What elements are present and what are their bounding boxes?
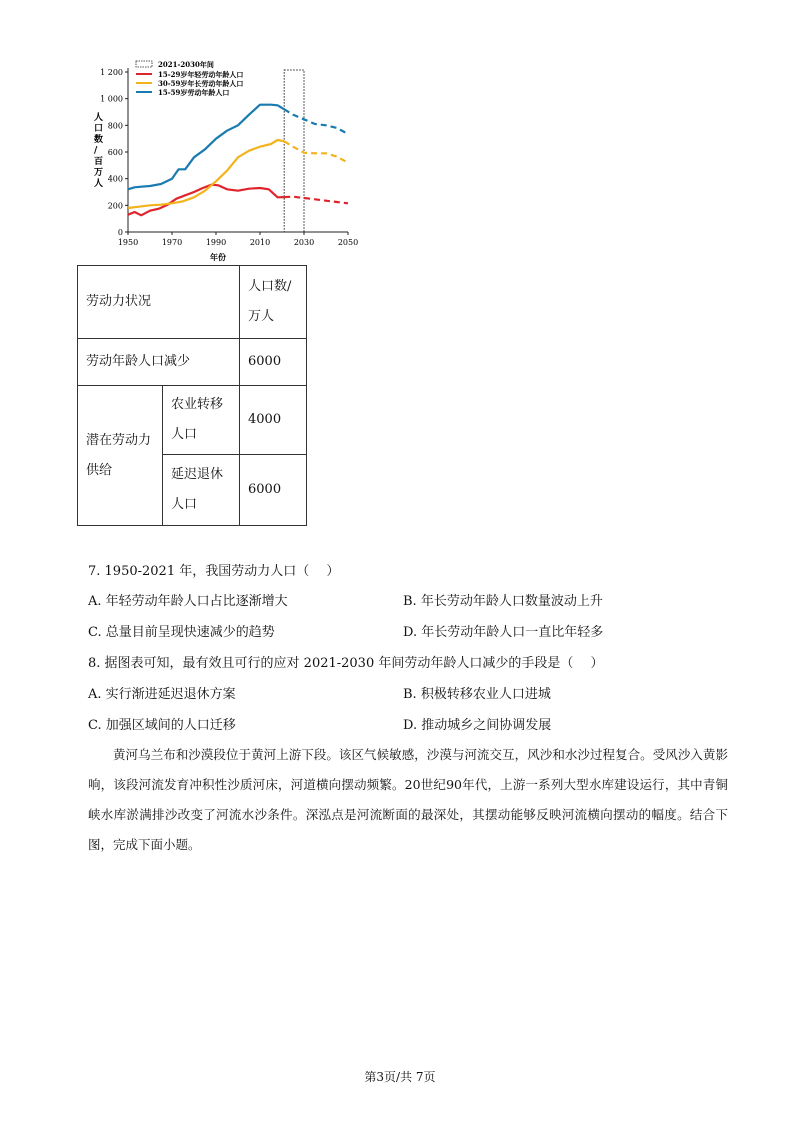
legend-label-0: 15-29岁年轻劳动年龄人口 bbox=[158, 70, 244, 79]
x-tick-label: 1990 bbox=[205, 238, 227, 247]
row1-label: 劳动年龄人口减少 bbox=[78, 339, 240, 386]
row3-value: 6000 bbox=[240, 455, 307, 526]
x-tick-label: 2010 bbox=[249, 238, 271, 247]
y-tick-label: 400 bbox=[107, 174, 123, 184]
q7-option-b[interactable]: B. 年长劳动年龄人口数量波动上升 bbox=[403, 594, 603, 609]
q8-option-d[interactable]: D. 推动城乡之间协调发展 bbox=[403, 718, 552, 733]
x-tick-label: 2030 bbox=[293, 238, 315, 247]
legend-label-1: 30-59岁年长劳动年龄人口 bbox=[158, 79, 244, 88]
legend-label-2: 15-59岁劳动年龄人口 bbox=[158, 88, 230, 97]
q7-option-d[interactable]: D. 年长劳动年龄人口一直比年轻多 bbox=[403, 625, 604, 640]
population-line-chart bbox=[88, 60, 368, 265]
x-tick-label: 2050 bbox=[337, 238, 359, 247]
header-cell-status bbox=[78, 266, 240, 339]
labor-supply-table bbox=[77, 265, 307, 526]
row1-value: 6000 bbox=[240, 339, 307, 386]
q7-option-c[interactable]: C. 总量目前呈现快速减少的趋势 bbox=[88, 625, 275, 640]
highlight-2021-2030-box bbox=[284, 70, 304, 232]
series-projection-2 bbox=[284, 109, 348, 134]
question-8-stem: 8. 据图表可知，最有效且可行的应对 2021-2030 年间劳动年龄人口减少的手段是（ ） bbox=[88, 656, 604, 671]
legend-highlight-swatch bbox=[136, 61, 152, 67]
x-tick-label: 1950 bbox=[117, 238, 139, 247]
q7-option-a[interactable]: A. 年轻劳动年龄人口占比逐渐增大 bbox=[88, 594, 288, 609]
y-tick-label: 1 200 bbox=[100, 68, 123, 77]
q8-option-c[interactable]: C. 加强区域间的人口迁移 bbox=[88, 718, 236, 733]
table-header-row bbox=[78, 266, 307, 339]
y-tick-label: 200 bbox=[107, 201, 123, 211]
series-line-1 bbox=[128, 140, 284, 208]
row3-label: 延迟退休人口 bbox=[163, 455, 240, 526]
series-projection-0 bbox=[284, 197, 348, 204]
y-tick-label: 1 000 bbox=[100, 94, 123, 104]
table-row bbox=[78, 339, 307, 386]
y-tick-label: 0 bbox=[117, 228, 123, 237]
row2-value: 4000 bbox=[240, 386, 307, 455]
reading-passage: 黄河乌兰布和沙漠段位于黄河上游下段。该区气候敏感，沙漠与河流交互，风沙和水沙过程复合。受风沙入黄影响，该段河流发育冲积性沙质河床，河道横向摆动频繁。20世纪90年代，上游一系列大型水库建设运行，其中青铜峡水库淤满排沙改变了河流水沙条件。深泓点是河流断面的最深处，其摆动能够反映河流横向摆动的幅度。结合下图，完成下面小题。 bbox=[88, 747, 728, 852]
header-count-text: 人口数/万人 bbox=[248, 279, 292, 324]
y-axis-label: 人口数/百万人 bbox=[94, 113, 104, 189]
y-tick-label: 800 bbox=[107, 121, 123, 131]
page-footer: 第3页/共 7页 bbox=[364, 1070, 436, 1084]
series-projection-1 bbox=[284, 141, 348, 162]
header-cell-count bbox=[240, 266, 307, 339]
question-7-stem: 7. 1950-2021 年，我国劳动力人口（ ） bbox=[88, 564, 340, 579]
x-tick-label: 1970 bbox=[161, 238, 183, 247]
y-tick-label: 600 bbox=[107, 148, 123, 157]
x-axis-label: 年份 bbox=[210, 252, 226, 262]
q8-option-b[interactable]: B. 积极转移农业人口进城 bbox=[403, 687, 551, 702]
header-status-text: 劳动力状况 bbox=[86, 294, 152, 309]
group-label-cell: 潜在劳动力供给 bbox=[78, 386, 163, 526]
table-row bbox=[78, 386, 307, 455]
row2-label: 农业转移人口 bbox=[163, 386, 240, 455]
q8-option-a[interactable]: A. 实行渐进延迟退休方案 bbox=[88, 687, 236, 702]
legend-highlight-label: 2021-2030年间 bbox=[158, 60, 214, 69]
